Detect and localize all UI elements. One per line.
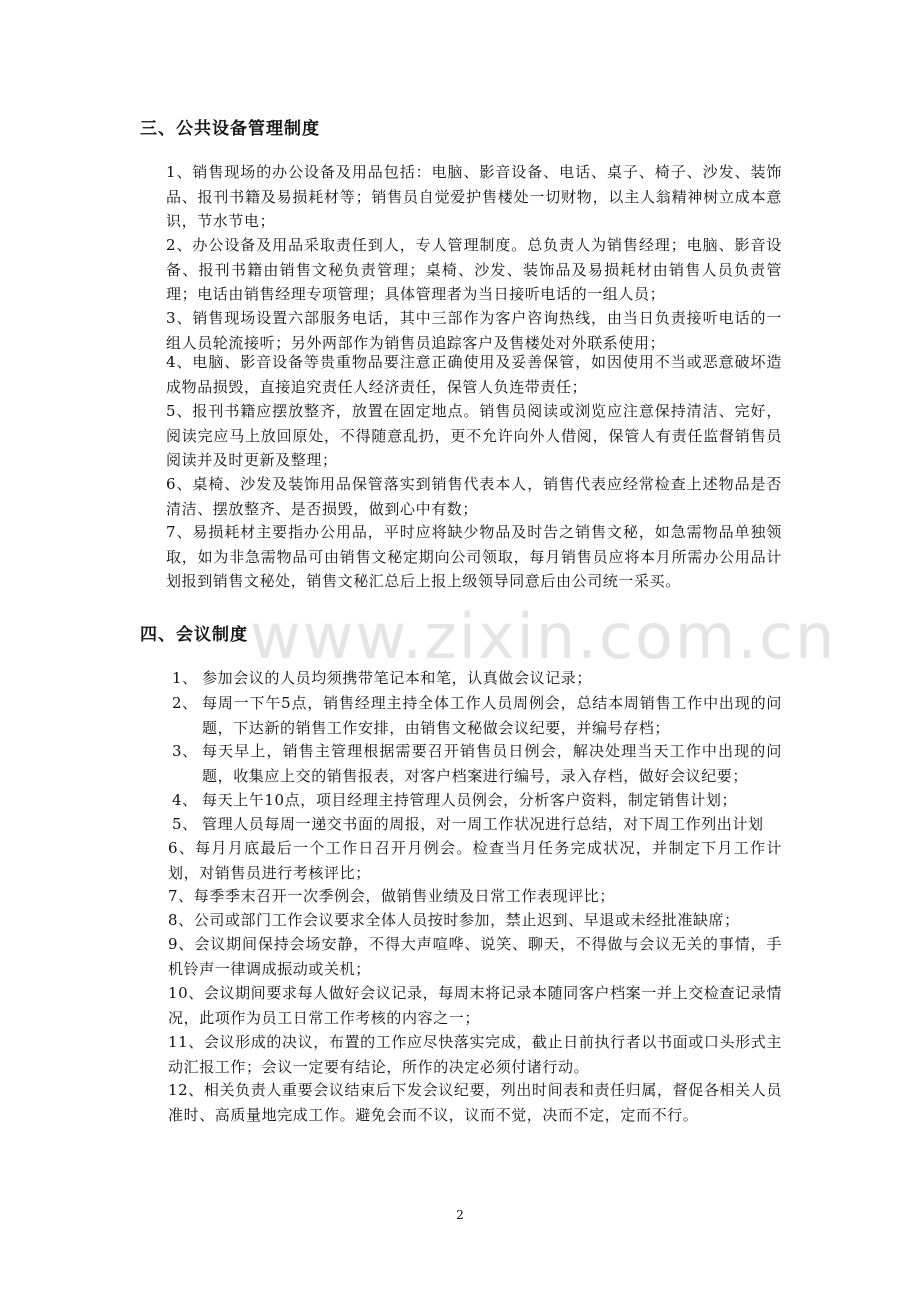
page-number: 2 [456,1208,464,1222]
meeting-rule-4 [172,788,782,813]
meeting-rule-text: 管理人员每周一递交书面的周报，对一周工作状况进行总结，对下周工作列出计划 [202,815,764,833]
section-3-paragraph-1: 1、销售现场的办公设备及用品包括：电脑、影音设备、电话、桌子、椅子、沙发、装饰品、报刊书籍及易损耗材等；销售员自觉爱护售楼处一切财物，以主人翁精神树立成本意识，节水节电； [166,163,782,230]
meeting-rule-12: 12、相关负责人重要会议结束后下发会议纪要，列出时间表和责任归属，督促各相关人员准时、高质量地完成工作。避免会而不议，议而不觉，决而不定，定而不行。 [168,1081,782,1124]
section-3-paragraph-5: 5、报刊书籍应摆放整齐，放置在固定地点。销售员阅读或浏览应注意保持清洁、完好，阅读完应马上放回原处，不得随意乱扔，更不允许向外人借阅，保管人有责任监督销售员阅读并及时更新及整理； [166,402,782,469]
section-3-paragraph-4: 4、电脑、影音设备等贵重物品要注意正确使用及妥善保管，如因使用不当或恶意破坏造成物品损毁，直接追究责任人经济责任，保管人负连带责任； [166,353,782,396]
meeting-rule-8: 8、公司或部门工作会议要求全体人员按时参加，禁止迟到、早退或未经批准缺席； [168,911,740,929]
section-3-paragraph-6: 6、桌椅、沙发及装饰用品保管落实到销售代表本人，销售代表应经常检查上述物品是否清洁、摆放整齐、是否损毁，做到心中有数； [166,475,782,518]
section-3-paragraph-3: 3、销售现场设置六部服务电话，其中三部作为客户咨询热线，由当日负责接听电话的一组人员轮流接听；另外两部作为销售员追踪客户及售楼处对外联系使用； [166,309,782,352]
meeting-rule-text: 每周一下午5点，销售经理主持全体工作人员周例会，总结本周销售工作中出现的问题，下达新的销售工作安排，由销售文秘做会议纪要，并编号存档； [202,694,782,737]
meeting-rule-5 [172,812,782,837]
meeting-rule-2 [172,691,782,740]
meeting-rule-number: 4、 [172,791,198,809]
meeting-rule-text: 每天上午10点，项目经理主持管理人员例会，分析客户资料，制定销售计划； [202,791,738,809]
meeting-rule-9: 9、会议期间保持会场安静，不得大声喧哗、说笑、聊天，不得做与会议无关的事情，手机铃声一律调成振动或关机； [168,935,782,978]
meeting-rule-11: 11、会议形成的决议，布置的工作应尽快落实完成，截止日前执行者以书面或口头形式主动汇报工作；会议一定要有结论，所作的决定必须付诸行动。 [168,1033,782,1076]
meeting-rule-text: 每天早上，销售主管理根据需要召开销售员日例会，解决处理当天工作中出现的问题，收集应上交的销售报表，对客户档案进行编号，录入存档，做好会议纪要； [202,742,782,785]
meeting-rule-10: 10、会议期间要求每人做好会议记录，每周末将记录本随同客户档案一并上交检查记录情况，此项作为员工日常工作考核的内容之一； [168,984,782,1027]
section-3-paragraph-7: 7、易损耗材主要指办公用品，平时应将缺少物品及时告之销售文秘，如急需物品单独领取，如为非急需物品可由销售文秘定期向公司领取，每月销售员应将本月所需办公用品计划报到销售文秘处，销售文秘汇总后上报上级领导同意后由公司统一采买。 [166,523,782,590]
section-4-heading: 四、会议制度 [140,625,248,645]
meeting-rule-number: 5、 [172,815,198,833]
section-3-heading: 三、公共设备管理制度 [140,119,320,139]
meeting-rule-1 [172,666,782,691]
meeting-rule-number: 3、 [172,742,198,760]
meeting-rule-3 [172,739,782,788]
meeting-rule-6: 6、每月月底最后一个工作日召开月例会。检查当月任务完成状况，并制定下月工作计划，对销售员进行考核评比； [168,839,782,882]
section-3-paragraph-2: 2、办公设备及用品采取责任到人，专人管理制度。总负责人为销售经理；电脑、影音设备、报刊书籍由销售文秘负责管理；桌椅、沙发、装饰品及易损耗材由销售人员负责管理；电话由销售经理专项管理；具体管理者为当日接听电话的一组人员； [166,236,782,303]
watermark: www.zixin.com.cn [250,600,837,673]
meeting-rule-number: 1、 [172,669,198,687]
meeting-rule-number: 2、 [172,694,198,712]
meeting-rule-text: 参加会议的人员均须携带笔记本和笔，认真做会议记录； [202,669,593,687]
meeting-rule-7: 7、每季季末召开一次季例会，做销售业绩及日常工作表现评比； [168,887,615,905]
